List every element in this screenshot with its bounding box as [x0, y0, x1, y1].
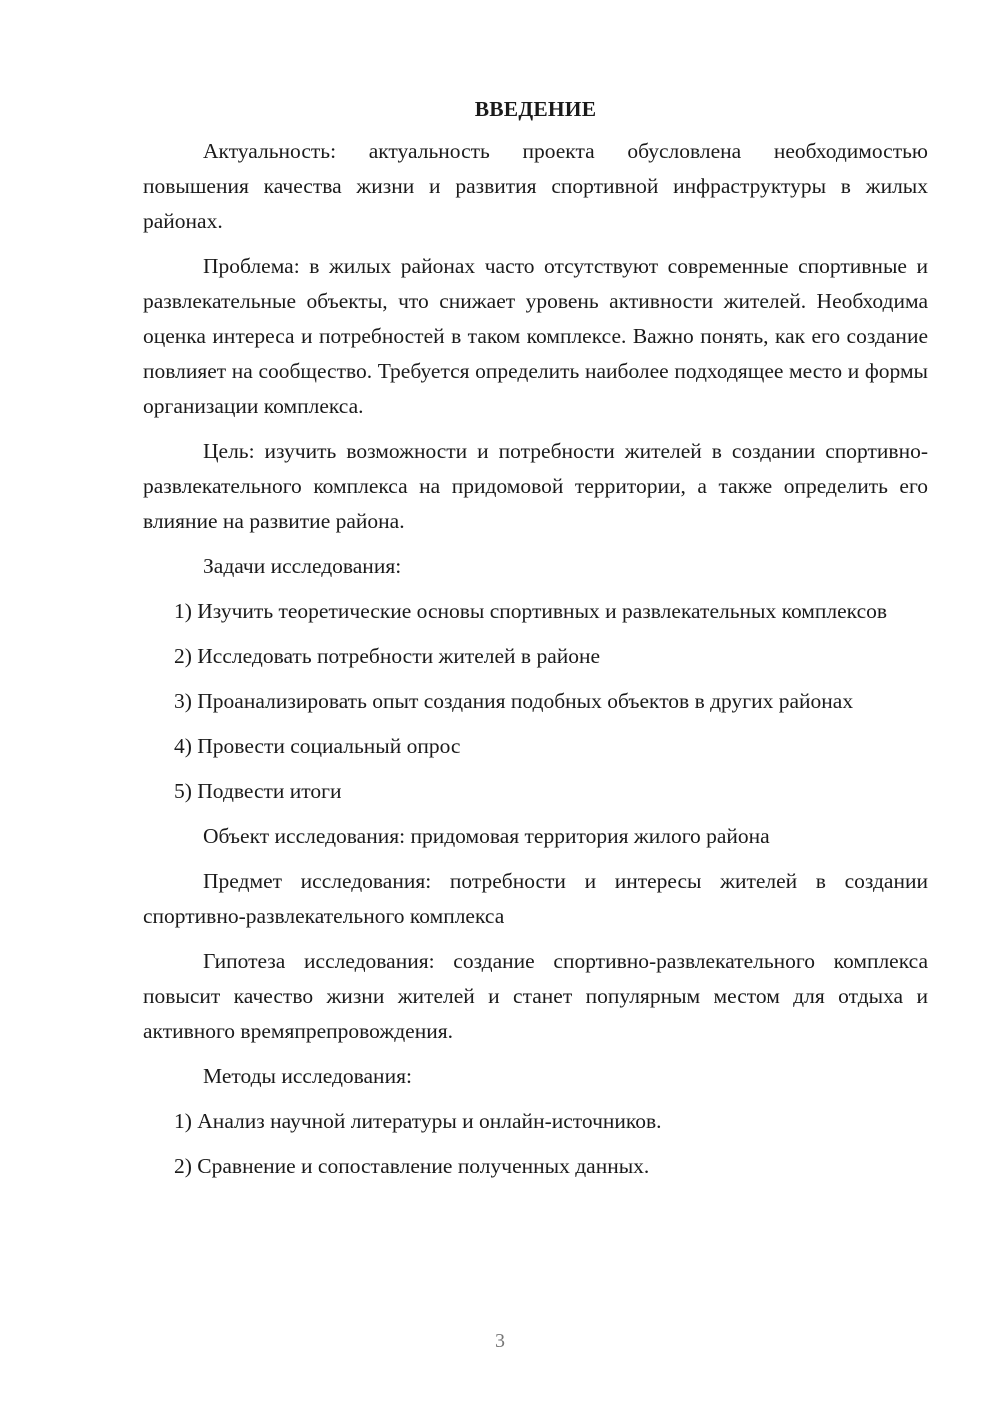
- subject-paragraph: Предмет исследования: потребности и интересы жителей в создании спортивно-развлекательного комплекса: [143, 869, 928, 928]
- method-item-1: 1) Анализ научной литературы и онлайн-источников.: [174, 1109, 662, 1133]
- hypothesis-paragraph: Гипотеза исследования: создание спортивно-развлекательного комплекса повысит качество жизни жителей и станет популярным местом для отдыха и активного времяпрепровождения.: [143, 949, 928, 1043]
- document-page: [143, 92, 928, 1194]
- methods-heading: Методы исследования:: [203, 1064, 412, 1088]
- task-item-3: 3) Проанализировать опыт создания подобных объектов в других районах: [174, 689, 854, 713]
- task-item-2: 2) Исследовать потребности жителей в районе: [174, 644, 601, 668]
- section-title: ВВЕДЕНИЕ: [474, 97, 597, 121]
- goal-paragraph: Цель: изучить возможности и потребности жителей в создании спортивно-развлекательного комплекса на придомовой территории, а также определить его влияние на развитие района.: [143, 439, 928, 533]
- tasks-heading: Задачи исследования:: [203, 554, 402, 578]
- task-item-5: 5) Подвести итоги: [174, 779, 342, 803]
- task-item-4: 4) Провести социальный опрос: [174, 734, 461, 758]
- page-number: 3: [495, 1330, 505, 1352]
- problem-paragraph: Проблема: в жилых районах часто отсутствуют современные спортивные и развлекательные объекты, что снижает уровень активности жителей. Необходима оценка интереса и потребностей в таком комплексе. Важно понять, как его создание повлияет на сообщество. Требуется определить наиболее подходящее место и формы организации комплекса.: [143, 254, 928, 418]
- task-item-1: 1) Изучить теоретические основы спортивных и развлекательных комплексов: [174, 599, 888, 623]
- method-item-2: 2) Сравнение и сопоставление полученных данных.: [174, 1154, 650, 1178]
- relevance-paragraph: Актуальность: актуальность проекта обусловлена необходимостью повышения качества жизни и развития спортивной инфраструктуры в жилых районах.: [143, 139, 928, 233]
- object-paragraph: Объект исследования: придомовая территория жилого района: [203, 824, 770, 848]
